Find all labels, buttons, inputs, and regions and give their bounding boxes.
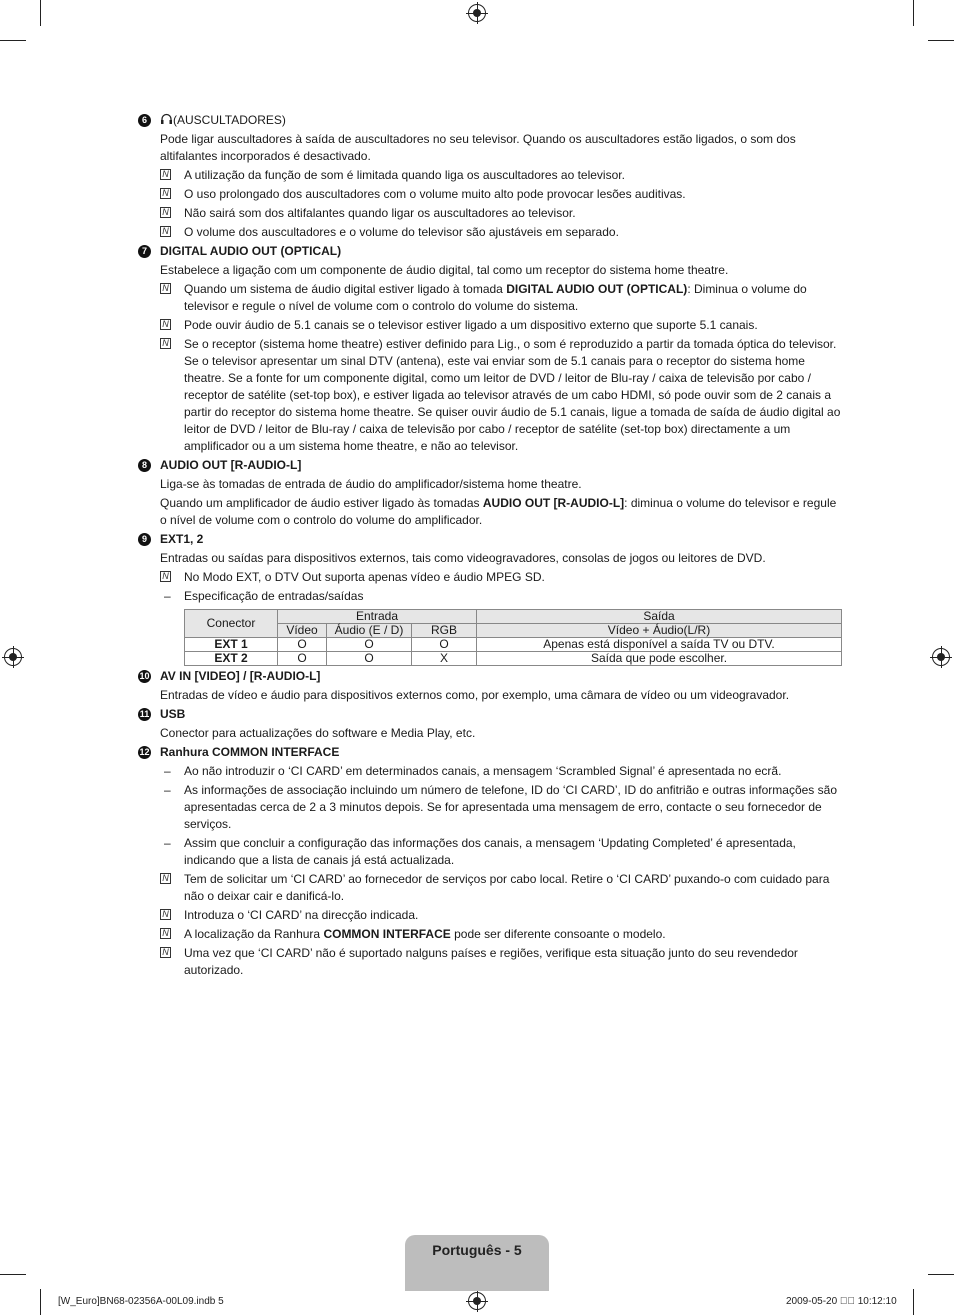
- note: N Quando um sistema de áudio digital estiver ligado à tomada DIGITAL AUDIO OUT (OPTICAL): Diminua o volume do televisor e regule o nível de volume com o controlo do volume do sistema.: [138, 281, 842, 315]
- section-number: 12: [139, 747, 150, 757]
- page-label: Português - 5: [432, 1242, 522, 1258]
- note: N No Modo EXT, o DTV Out suporta apenas vídeo e áudio MPEG SD.: [138, 569, 842, 586]
- dash-item: – As informações de associação incluindo um número de telefone, ID do ‘CI CARD’, ID do anfitrião e outras informações são apresentadas cerca de 2 a 3 minutos depois. Se for apresentada uma mensagem de erro, contacte o seu fornecedor de serviços.: [164, 783, 837, 831]
- note: N Uma vez que ‘CI CARD’ não é suportado nalguns países e regiões, verifique esta situação junto do seu revendedor autorizado.: [138, 945, 842, 979]
- section-number: 6: [138, 114, 151, 127]
- crop-mark: [0, 40, 26, 41]
- crop-mark: [928, 1274, 954, 1275]
- section-6-paragraph: Pode ligar auscultadores à saída de auscultadores no seu televisor. Quando os auscultadores estão ligados, o som dos altifalantes incorporados é desactivado.: [160, 132, 796, 163]
- note-icon: N: [160, 928, 171, 939]
- table-row: EXT 2 O O X Saída que pode escolher.: [185, 652, 842, 666]
- note: N A localização da Ranhura COMMON INTERFACE pode ser diferente consoante o modelo.: [138, 926, 842, 943]
- note-icon: N: [160, 169, 171, 180]
- crop-mark: [913, 0, 914, 26]
- section-9-paragraph: Entradas ou saídas para dispositivos externos, tais como videogravadores, consolas de jogos ou leitores de DVD.: [160, 551, 766, 565]
- section-8-paragraph: Liga-se às tomadas de entrada de áudio do amplificador/sistema home theatre.: [160, 477, 582, 491]
- io-spec-table: [184, 609, 842, 666]
- note-icon: N: [160, 947, 171, 958]
- section-number: 9: [138, 533, 151, 546]
- dash-item: – Assim que concluir a configuração das informações dos canais, a mensagem ‘Updating Completed’ é apresentada, indicando que a lista de canais já está actualizada.: [164, 836, 796, 867]
- print-slug-right: 2009-05-20 ￿￿ 10:12:10: [786, 1296, 897, 1307]
- page-content: [138, 110, 842, 981]
- section-12-heading: [138, 744, 842, 761]
- print-slug-left: [W_Euro]BN68-02356A-00L09.indb 5: [58, 1296, 224, 1307]
- note: N A utilização da função de som é limitada quando liga os auscultadores ao televisor.: [138, 167, 842, 184]
- note: N O uso prolongado dos auscultadores com o volume muito alto pode provocar lesões auditivas.: [138, 186, 842, 203]
- note-icon: N: [160, 909, 171, 920]
- section-11-heading: [138, 706, 842, 723]
- table-header: Vídeo + Áudio(L/R): [477, 624, 842, 638]
- table-header: Áudio (E / D): [327, 624, 412, 638]
- headphone-icon: [160, 113, 173, 125]
- dash-marker: –: [164, 764, 171, 778]
- note-icon: N: [160, 338, 171, 349]
- note-icon: N: [160, 283, 171, 294]
- crop-mark: [928, 40, 954, 41]
- note: N Se o receptor (sistema home theatre) estiver definido para Lig., o som é reproduzido a partir da tomada óptica do televisor. Se o televisor apresentar um sinal DTV (antena), este vai enviar som de 5.1 canais para o receptor do sistema home theatre. Se a fonte for um componente digital, como um leitor de DVD / leitor de Blu-ray / caixa de televisão por cabo / receptor de satélite (set-top box), e estiver ligada ao televisor através de um cabo HDMI, só pode ouvir som de 2 canais a partir do receptor do sistema home theatre. Se quiser ouvir áudio de 5.1 canais, ligue a tomada de saída de áudio digital ao leitor de DVD / leitor de Blu-ray / caixa de televisão por cabo / receptor de satélite (set-top box) directamente a um amplificador ou a um sistema home theatre, e não ao televisor.: [138, 336, 842, 455]
- section-title: USB: [160, 707, 186, 721]
- section-title: (AUSCULTADORES): [173, 113, 286, 127]
- section-title: DIGITAL AUDIO OUT (OPTICAL): [160, 244, 342, 258]
- table-header: Conector: [185, 610, 278, 638]
- crop-mark: [40, 0, 41, 26]
- table-header: Entrada: [278, 610, 477, 624]
- note: N Introduza o ‘CI CARD’ na direcção indicada.: [138, 907, 842, 924]
- note-icon: N: [160, 319, 171, 330]
- dash-marker: –: [164, 836, 171, 850]
- section-number: 8: [138, 459, 151, 472]
- section-title: EXT1, 2: [160, 532, 204, 546]
- dash-item: – Ao não introduzir o ‘CI CARD’ em determinados canais, a mensagem ‘Scrambled Signal’ é apresentada no ecrã.: [164, 764, 782, 778]
- registration-mark-icon: [468, 1292, 486, 1310]
- note: N Não sairá som dos altifalantes quando ligar os auscultadores ao televisor.: [138, 205, 842, 222]
- section-8-heading: [138, 457, 842, 474]
- section-10-heading: [138, 668, 842, 685]
- table-row: EXT 1 O O O Apenas está disponível a saída TV ou DTV.: [185, 638, 842, 652]
- registration-mark-icon: [932, 648, 950, 666]
- dash-marker: –: [164, 589, 171, 603]
- section-number: 10: [139, 671, 150, 681]
- note-icon: N: [160, 226, 171, 237]
- section-9-heading: [138, 531, 842, 548]
- crop-mark: [40, 1289, 41, 1315]
- page-number-tab: [405, 1235, 549, 1291]
- note-icon: N: [160, 188, 171, 199]
- section-title: Ranhura: [160, 745, 213, 759]
- crop-mark: [913, 1289, 914, 1315]
- section-number: 11: [139, 709, 150, 719]
- note: N O volume dos auscultadores e o volume do televisor são ajustáveis em separado.: [138, 224, 842, 241]
- crop-mark: [0, 1274, 26, 1275]
- section-11-paragraph: Conector para actualizações do software e Media Play, etc.: [160, 726, 476, 740]
- note-icon: N: [160, 571, 171, 582]
- dash-marker: –: [164, 783, 171, 797]
- section-number: 7: [138, 245, 151, 258]
- note: N Pode ouvir áudio de 5.1 canais se o televisor estiver ligado a um dispositivo externo que suporte 5.1 canais.: [138, 317, 842, 334]
- table-header: RGB: [412, 624, 477, 638]
- section-6-heading: [138, 112, 842, 129]
- section-title-bold: COMMON INTERFACE: [212, 745, 340, 759]
- section-10-paragraph: Entradas de vídeo e áudio para dispositivos externos como, por exemplo, uma câmara de vídeo ou um videogravador.: [160, 688, 790, 702]
- section-8-paragraph: Quando um amplificador de áudio estiver ligado às tomadas AUDIO OUT [R-AUDIO-L]: diminua o volume do televisor e regule o nível de volume com o controlo do volume do amplificador.: [160, 496, 837, 527]
- section-7-paragraph: Estabelece a ligação com um componente de áudio digital, tal como um receptor do sistema home theatre.: [160, 263, 729, 277]
- section-7-heading: [138, 243, 842, 260]
- section-title: AV IN [VIDEO] / [R-AUDIO-L]: [160, 669, 321, 683]
- registration-mark-icon: [468, 4, 486, 22]
- dash-item: – Especificação de entradas/saídas: [164, 589, 364, 603]
- note-icon: N: [160, 873, 171, 884]
- section-title: AUDIO OUT [R-AUDIO-L]: [160, 458, 302, 472]
- table-header: Saída: [477, 610, 842, 624]
- note-icon: N: [160, 207, 171, 218]
- table-header: Vídeo: [278, 624, 327, 638]
- note: N Tem de solicitar um ‘CI CARD’ ao fornecedor de serviços por cabo local. Retire o ‘CI CARD’ puxando-o com cuidado para não o deixar cair e danificá-lo.: [138, 871, 842, 905]
- registration-mark-icon: [4, 648, 22, 666]
